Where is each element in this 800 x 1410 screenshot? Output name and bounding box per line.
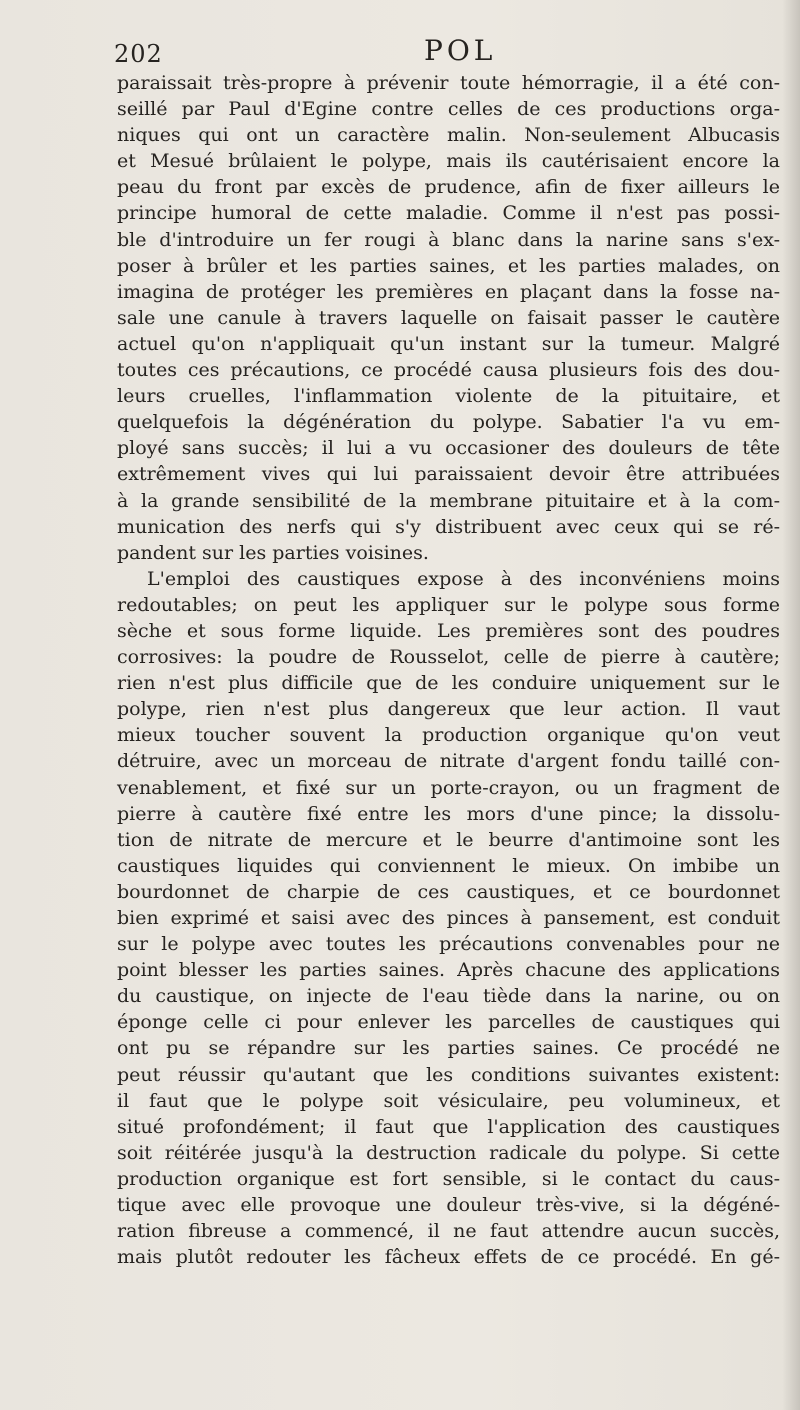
text-line: imagina de protéger les premières en plaçant dans la fosse na- (117, 280, 780, 303)
text-line: sur le polype avec toutes les précautions convenables pour ne (117, 933, 780, 956)
text-line: ble d'introduire un fer rougi à blanc dans la narine sans s'ex- (117, 228, 780, 251)
text-line: polype, rien n'est plus dangereux que leur action. Il vaut (117, 698, 780, 721)
text-line: seillé par Paul d'Egine contre celles de ces productions orga- (117, 98, 780, 121)
text-line: production organique est fort sensible, si le contact du caus- (117, 1167, 780, 1190)
text-line: peau du front par excès de prudence, afin de fixer ailleurs le (117, 176, 780, 199)
text-line: munication des nerfs qui s'y distribuent avec ceux qui se ré- (117, 515, 780, 538)
text-line: paraissait très-propre à prévenir toute hémorragie, il a été con- (117, 72, 780, 94)
text-line: bourdonnet de charpie de ces caustiques, et ce bourdonnet (117, 880, 780, 903)
text-line: ration fibreuse a commencé, il ne faut attendre aucun succès, (117, 1220, 780, 1243)
text-line: du caustique, on injecte de l'eau tiède dans la narine, ou on (117, 985, 780, 1008)
text-line: mais plutôt redouter les fâcheux effets de ce procédé. En gé- (117, 1246, 780, 1269)
page-header (114, 32, 784, 72)
text-line: corrosives: la poudre de Rousselot, celle de pierre à cautère; (117, 646, 780, 669)
text-line: extrêmement vives qui lui paraissaient devoir être attribuées (117, 463, 780, 486)
text-line: situé profondément; il faut que l'application des caustiques (117, 1115, 780, 1138)
text-line: pandent sur les parties voisines. (117, 541, 429, 564)
text-line: à la grande sensibilité de la membrane pituitaire et à la com- (117, 489, 780, 512)
text-line: éponge celle ci pour enlever les parcelles de caustiques qui (117, 1011, 780, 1034)
text-line: sèche et sous forme liquide. Les premières sont des poudres (117, 619, 780, 642)
text-line: et Mesué brûlaient le polype, mais ils cautérisaient encore la (117, 150, 780, 173)
running-head: POL (424, 34, 497, 67)
text-line: principe humoral de cette maladie. Comme il n'est pas possi- (117, 202, 780, 225)
text-line: ont pu se répandre sur les parties saines. Ce procédé ne (117, 1037, 780, 1060)
text-line: peut réussir qu'autant que les conditions suivantes existent: (117, 1063, 780, 1086)
text-line: mieux toucher souvent la production organique qu'on veut (117, 724, 780, 747)
text-line: toutes ces précautions, ce procédé causa plusieurs fois des dou- (117, 359, 780, 382)
text-line: venablement, et fixé sur un porte-crayon, ou un fragment de (117, 776, 780, 799)
text-line: niques qui ont un caractère malin. Non-seulement Albucasis (117, 124, 780, 147)
text-line: point blesser les parties saines. Après chacune des applications (117, 959, 780, 982)
paragraph-first-line: L'emploi des caustiques expose à des inconvéniens moins (147, 567, 780, 590)
text-line: caustiques liquides qui conviennent le mieux. On imbibe un (117, 854, 780, 877)
text-line: leurs cruelles, l'inflammation violente de la pituitaire, et (117, 385, 780, 408)
text-line: soit réitérée jusqu'à la destruction radicale du polype. Si cette (117, 1141, 780, 1164)
page-edge-shadow (782, 0, 800, 1410)
text-line: poser à brûler et les parties saines, et les parties malades, on (117, 254, 780, 277)
text-line: il faut que le polype soit vésiculaire, peu volumineux, et (117, 1089, 780, 1112)
text-line: ployé sans succès; il lui a vu occasioner des douleurs de tête (117, 437, 780, 460)
text-line: tion de nitrate de mercure et le beurre d'antimoine sont les (117, 828, 780, 851)
text-line: bien exprimé et saisi avec des pinces à pansement, est conduit (117, 907, 780, 929)
text-line: redoutables; on peut les appliquer sur le polype sous forme (117, 593, 780, 616)
body-text (117, 70, 780, 1270)
text-line: tique avec elle provoque une douleur très-vive, si la dégéné- (117, 1194, 780, 1217)
text-line: actuel qu'on n'appliquait qu'un instant sur la tumeur. Malgré (117, 332, 780, 355)
text-line: pierre à cautère fixé entre les mors d'une pince; la dissolu- (117, 802, 780, 825)
text-line: rien n'est plus difficile que de les conduire uniquement sur le (117, 672, 780, 695)
text-line: quelquefois la dégénération du polype. Sabatier l'a vu em- (117, 411, 780, 434)
text-line: détruire, avec un morceau de nitrate d'argent fondu taillé con- (117, 750, 780, 773)
text-line: sale une canule à travers laquelle on faisait passer le cautère (117, 306, 780, 329)
page-number: 202 (114, 40, 163, 68)
